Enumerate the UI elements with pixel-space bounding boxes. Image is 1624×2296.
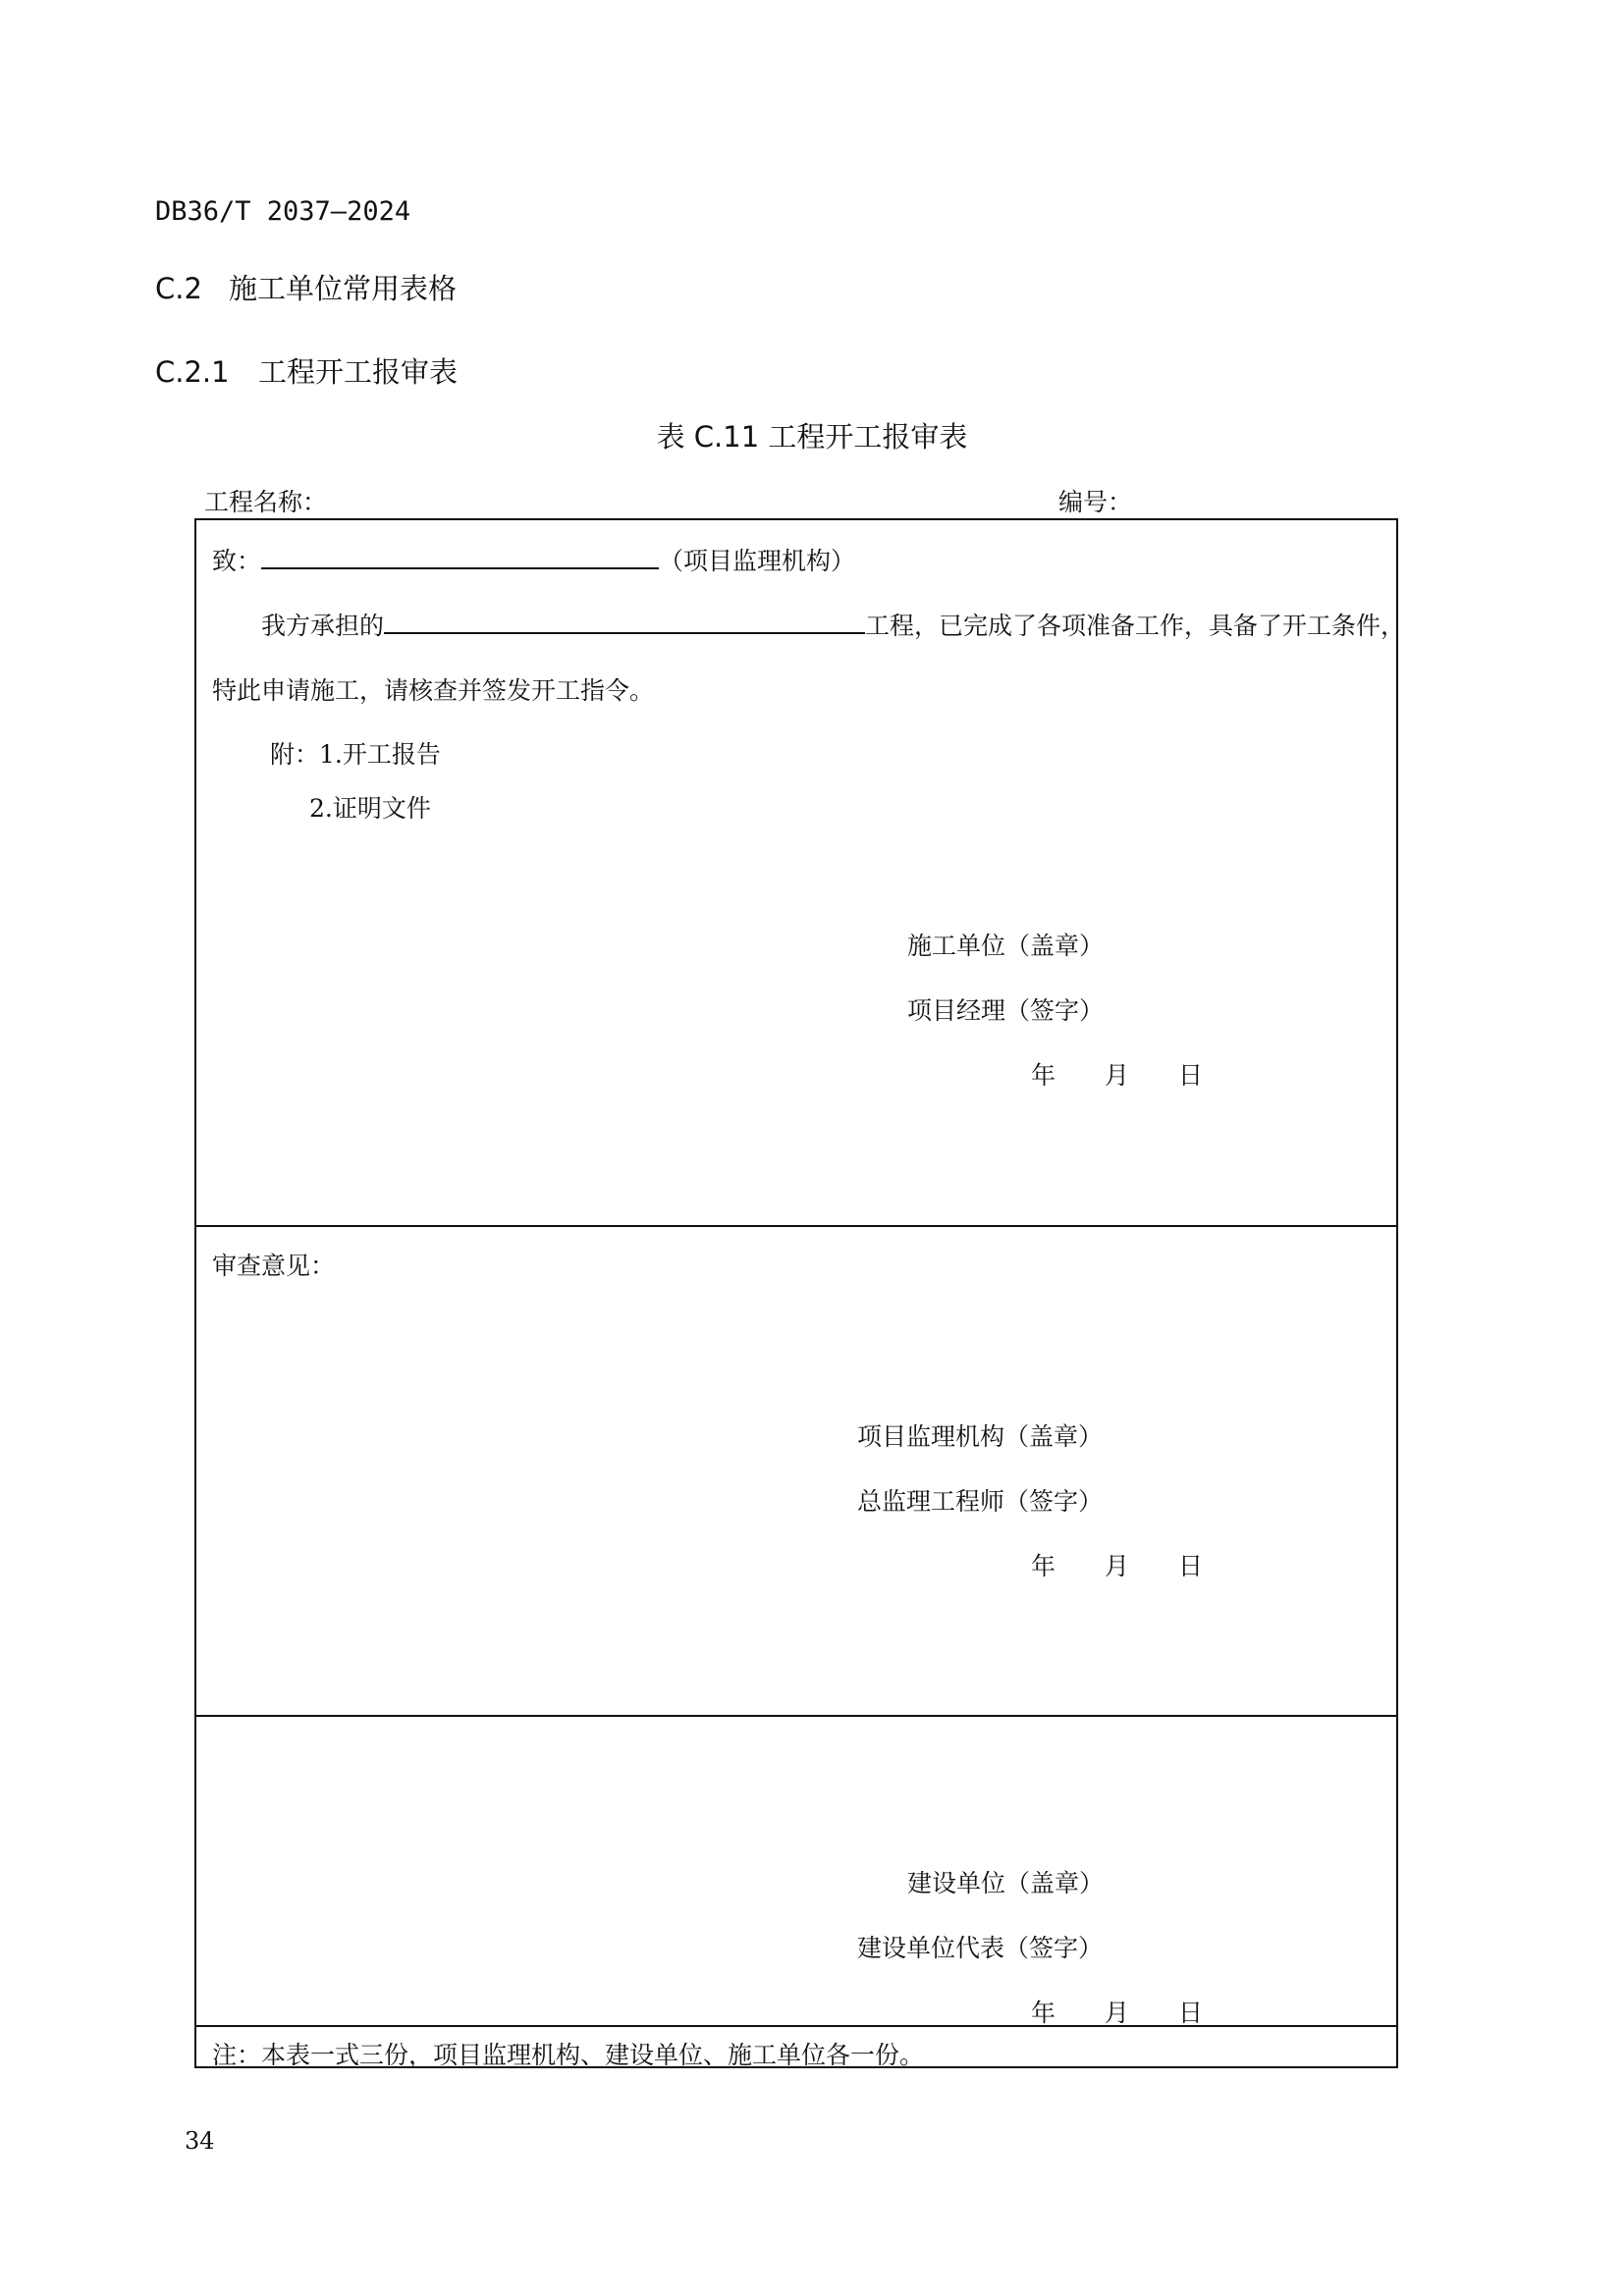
number-label: 编号： [1058, 488, 1133, 516]
form-table [194, 518, 1406, 2069]
table-note: 注：本表一式三份，项目监理机构、建设单位、施工单位各一份。 [212, 2041, 925, 2069]
section-heading-c2 [155, 267, 457, 307]
table-title: 表 C.11 工程开工报审表 [656, 420, 968, 454]
recipient-blank[interactable] [261, 546, 659, 569]
date-day: 日 [1178, 1061, 1204, 1090]
date-day: 日 [1178, 1552, 1204, 1580]
owner-representative-sign-label: 建设单位代表（签字） [857, 1934, 1104, 1962]
attachment-1: 附：1.开工报告 [270, 740, 441, 769]
review-opinion-label: 审查意见： [212, 1252, 336, 1280]
date-month: 月 [1105, 1999, 1130, 2027]
date-year: 年 [1031, 1999, 1056, 2027]
section-title: 施工单位常用表格 [229, 272, 458, 305]
owner-seal-label: 建设单位（盖章） [907, 1869, 1105, 1897]
date-year: 年 [1031, 1552, 1056, 1580]
date-day: 日 [1178, 1999, 1204, 2027]
statement-line-2: 特此申请施工，请核查并签发开工指令。 [212, 676, 655, 705]
section-title: 工程开工报审表 [258, 355, 459, 389]
to-label: 致： [212, 547, 262, 575]
line1-prefix: 我方承担的 [261, 612, 385, 640]
section-number: C.2 [155, 272, 202, 305]
divider [196, 1225, 1396, 1227]
attachment-2: 2.证明文件 [309, 794, 431, 823]
project-manager-sign-label: 项目经理（签字） [907, 996, 1105, 1025]
section-number: C.2.1 [155, 355, 230, 389]
contractor-seal-label: 施工单位（盖章） [907, 932, 1105, 960]
section-heading-c21 [155, 350, 458, 391]
line1-suffix: 工程，已完成了各项准备工作，具备了开工条件， [865, 612, 1406, 640]
divider [196, 2025, 1396, 2027]
date-year: 年 [1031, 1061, 1056, 1090]
chief-supervisor-sign-label: 总监理工程师（签字） [857, 1487, 1104, 1516]
project-name-label: 工程名称： [204, 488, 328, 516]
date-month: 月 [1105, 1061, 1130, 1090]
standard-code: DB36/T 2037—2024 [155, 196, 411, 227]
statement-line-1 [261, 607, 1405, 642]
to-line [212, 542, 855, 577]
page-number: 34 [185, 2127, 215, 2155]
supervisor-seal-label: 项目监理机构（盖章） [857, 1422, 1104, 1451]
project-blank[interactable] [384, 611, 865, 634]
to-suffix: （项目监理机构） [659, 547, 856, 575]
divider [196, 1715, 1396, 1717]
date-month: 月 [1105, 1552, 1130, 1580]
